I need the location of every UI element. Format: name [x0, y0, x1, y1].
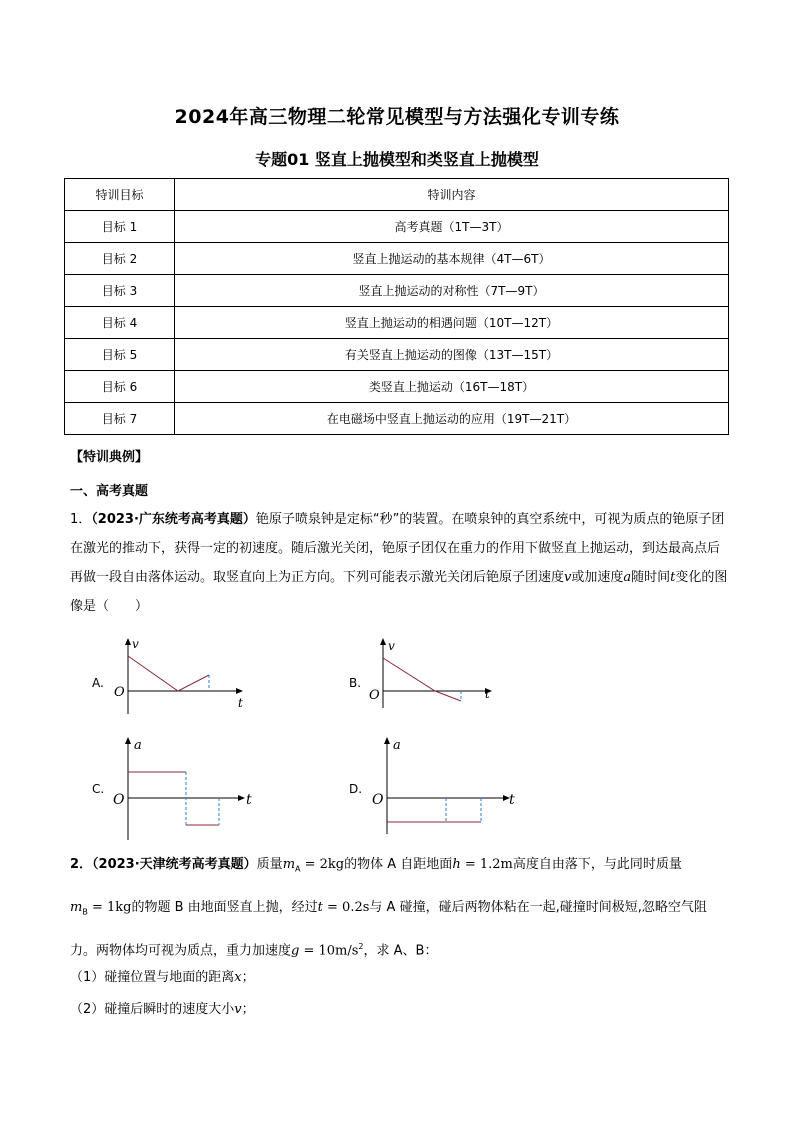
option-b-graph	[345, 636, 525, 716]
question-text: 质量	[256, 857, 283, 872]
option-label: A.	[92, 676, 104, 690]
question-2-line-3	[70, 932, 730, 965]
y-axis-arrow	[125, 737, 131, 744]
question-text: ，求 A、B：	[363, 943, 438, 959]
origin-label: O	[369, 688, 380, 703]
table-header-row	[65, 179, 729, 211]
y-axis-label: a	[393, 738, 401, 753]
var-t: t	[317, 900, 323, 915]
goal-content: 高考真题（1T—3T）	[175, 211, 729, 243]
option-label: B.	[349, 676, 362, 690]
value-h: = 1.2m	[460, 857, 513, 872]
y-axis-arrow	[125, 638, 131, 645]
question-text: 高度自由落下，与此同时质量	[512, 857, 682, 872]
goal-label: 目标 5	[65, 339, 175, 371]
origin-label: O	[113, 792, 125, 808]
goal-content: 类竖直上抛运动（16T—18T）	[175, 371, 729, 403]
x-axis-arrow	[236, 688, 243, 694]
question-text: （1）碰撞位置与地面的距离	[70, 970, 235, 985]
goal-content: 竖直上抛运动的对称性（7T—9T）	[175, 275, 729, 307]
question-2-line-2	[70, 893, 730, 927]
question-source: （2023·广东统考高考真题）	[91, 512, 256, 527]
var-x: x	[234, 970, 242, 985]
goal-content: 竖直上抛运动的相遇问题（10T—12T）	[175, 307, 729, 339]
var-m-a-subscript: A	[295, 864, 301, 874]
document-subtitle: 专题01 竖直上抛模型和类竖直上抛模型	[255, 150, 539, 169]
goal-label: 目标 1	[65, 211, 175, 243]
question-number: 1．	[70, 512, 92, 527]
question-2-line-1	[70, 850, 730, 884]
y-axis-label: v	[132, 637, 139, 651]
table-row	[65, 275, 729, 307]
goal-content: 竖直上抛运动的基本规律（4T—6T）	[175, 243, 729, 275]
goals-table	[64, 178, 729, 435]
var-m-a: m	[282, 857, 296, 872]
option-label: C.	[92, 782, 105, 796]
y-axis-label: v	[388, 639, 395, 653]
question-2-sub-1	[70, 963, 730, 992]
x-axis-arrow	[238, 795, 245, 801]
x-axis-label: t	[238, 696, 243, 710]
x-axis-label: t	[246, 792, 252, 808]
question-source: （2023·天津统考高考真题）	[92, 857, 257, 872]
question-text: ；	[241, 1002, 255, 1017]
question-text: 或加速度	[571, 570, 624, 585]
table-row	[65, 371, 729, 403]
var-v: v	[234, 1002, 242, 1017]
y-axis-label: a	[134, 738, 142, 753]
goal-content: 有关竖直上抛运动的图像（13T—15T）	[175, 339, 729, 371]
table-row	[65, 243, 729, 275]
option-c-graph	[88, 734, 268, 844]
x-axis-label: t	[485, 687, 490, 701]
table-header-cell: 特训目标	[65, 179, 175, 211]
goal-label: 目标 3	[65, 275, 175, 307]
subsection-heading: 一、高考真题	[70, 484, 149, 499]
table-row	[65, 339, 729, 371]
value-g-superscript: 2	[358, 942, 364, 951]
question-text: 变化的图像是（ ）	[70, 570, 728, 614]
x-axis-label: t	[509, 792, 515, 808]
table-header-cell: 特训内容	[175, 179, 729, 211]
table-row	[65, 307, 729, 339]
velocity-line	[383, 658, 461, 701]
y-axis-arrow	[384, 737, 390, 744]
goal-label: 目标 2	[65, 243, 175, 275]
table-row	[65, 211, 729, 243]
value-t: = 0.2s	[322, 900, 370, 915]
var-v: v	[564, 570, 572, 585]
velocity-line	[128, 656, 209, 691]
origin-label: O	[372, 792, 384, 808]
var-t: t	[670, 570, 676, 585]
question-text: 随时间	[631, 570, 671, 585]
question-text: ；	[241, 970, 255, 985]
value-m-b: = 1kg	[87, 900, 132, 915]
var-g: g	[291, 943, 300, 959]
goal-label: 目标 4	[65, 307, 175, 339]
table-row	[65, 403, 729, 435]
question-2-sub-2	[70, 995, 730, 1024]
goal-label: 目标 7	[65, 403, 175, 435]
origin-label: O	[114, 685, 125, 700]
var-a: a	[623, 570, 632, 585]
question-number: 2．	[70, 857, 93, 872]
question-1-text	[70, 505, 730, 621]
y-axis-arrow	[380, 638, 386, 645]
question-text: （2）碰撞后瞬时的速度大小	[70, 1002, 235, 1017]
question-text: 铯原子喷泉钟是定标“秒”的装置。在喷泉钟的真空系统中，可视为质点的铯原子团在激光的推动下，获得一定的初速度。随后激光关闭，铯原子团仅在重力的作用下做竖直上抛运动，到达最高点后再做一段自由落体运动。取竖直向上为正方向。下列可能表示激光关闭后铯原子团速度	[70, 512, 725, 585]
option-d-graph	[345, 734, 535, 844]
var-m-b-subscript: B	[82, 907, 88, 917]
value-m-a: = 2kg	[300, 857, 345, 872]
var-h: h	[452, 857, 461, 872]
section-heading: 【特训典例】	[70, 450, 149, 465]
var-m-b: m	[70, 900, 83, 915]
question-text: 的物体 A 自距地面	[344, 857, 453, 872]
value-g: = 10m/s	[299, 943, 359, 959]
document-title: 2024年高三物理二轮常见模型与方法强化专训专练	[174, 106, 620, 128]
goal-label: 目标 6	[65, 371, 175, 403]
question-text: 与 A 碰撞，碰后两物体粘在一起,碰撞时间极短,忽略空气阻	[369, 900, 707, 915]
question-text: 的物题 B 由地面竖直上抛，经过	[131, 900, 318, 915]
option-label: D.	[349, 782, 363, 796]
option-a-graph	[88, 636, 268, 716]
question-text: 力。两物体均可视为质点，重力加速度	[70, 943, 292, 959]
goal-content: 在电磁场中竖直上抛运动的应用（19T—21T）	[175, 403, 729, 435]
